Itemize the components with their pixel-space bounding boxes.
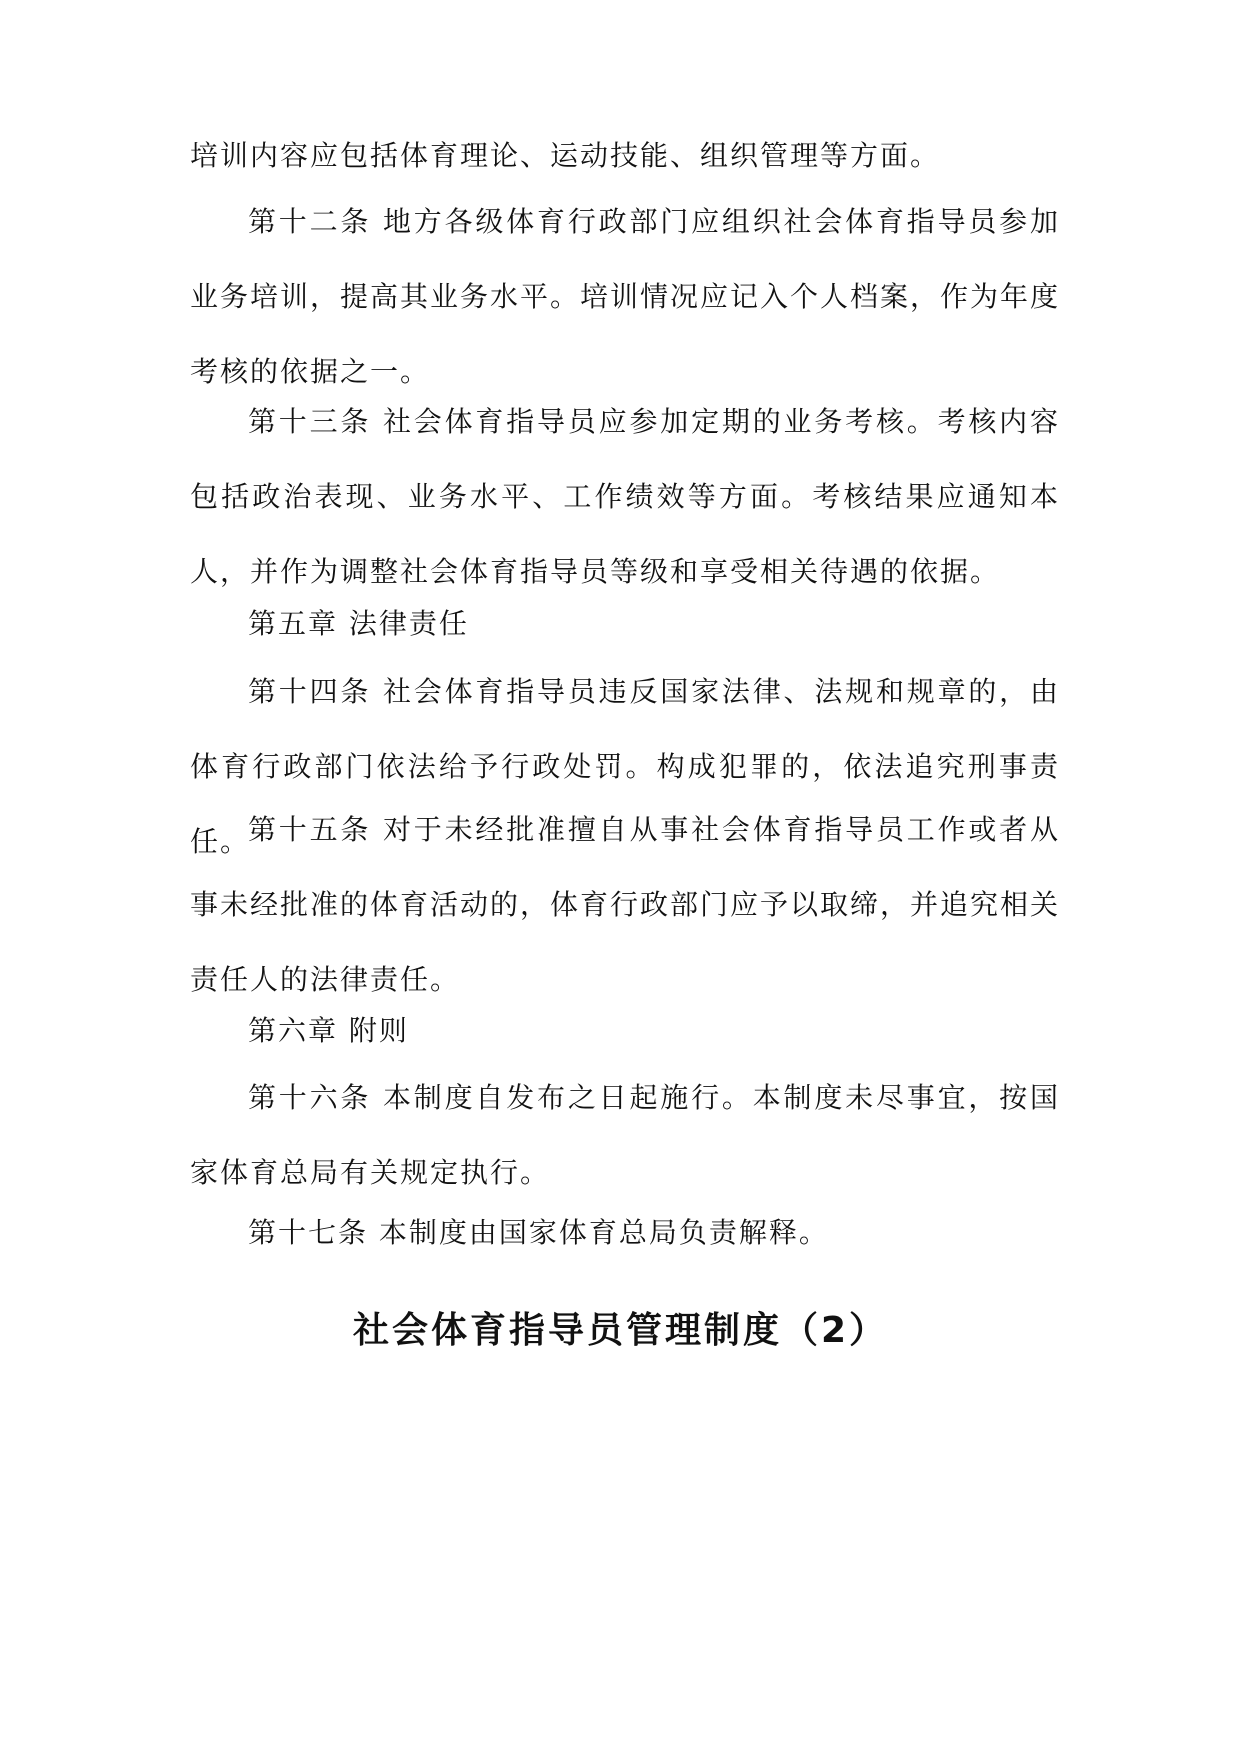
section-title: 社会体育指导员管理制度（2） [352,1310,889,1351]
chapter-6-heading: 第六章 附则 [248,1014,409,1047]
article-13: 第十三条 社会体育指导员应参加定期的业务考核。考核内容包括政治表现、业务水平、工作绩效等方面。考核结果应通知本人，并作为调整社会体育指导员等级和享受相关待遇的依据。 [190,405,1060,588]
article-12: 第十二条 地方各级体育行政部门应组织社会体育指导员参加业务培训，提高其业务水平。培训情况应记入个人档案，作为年度考核的依据之一。 [190,205,1061,388]
article-16: 第十六条 本制度自发布之日起施行。本制度未尽事宜，按国家体育总局有关规定执行。 [190,1081,1060,1189]
article-17: 第十七条 本制度由国家体育总局负责解释。 [248,1216,829,1249]
article-15: 第十五条 对于未经批准擅自从事社会体育指导员工作或者从事未经批准的体育活动的，体育行政部门应予以取缔，并追究相关责任人的法律责任。 [190,813,1061,996]
paragraph-training-content: 培训内容应包括体育理论、运动技能、组织管理等方面。 [190,139,941,172]
chapter-5-heading: 第五章 法律责任 [248,607,469,640]
article-14: 第十四条 社会体育指导员违反国家法律、法规和规章的，由体育行政部门依法给予行政处罚。构成犯罪的，依法追究刑事责任。 [190,675,1060,858]
